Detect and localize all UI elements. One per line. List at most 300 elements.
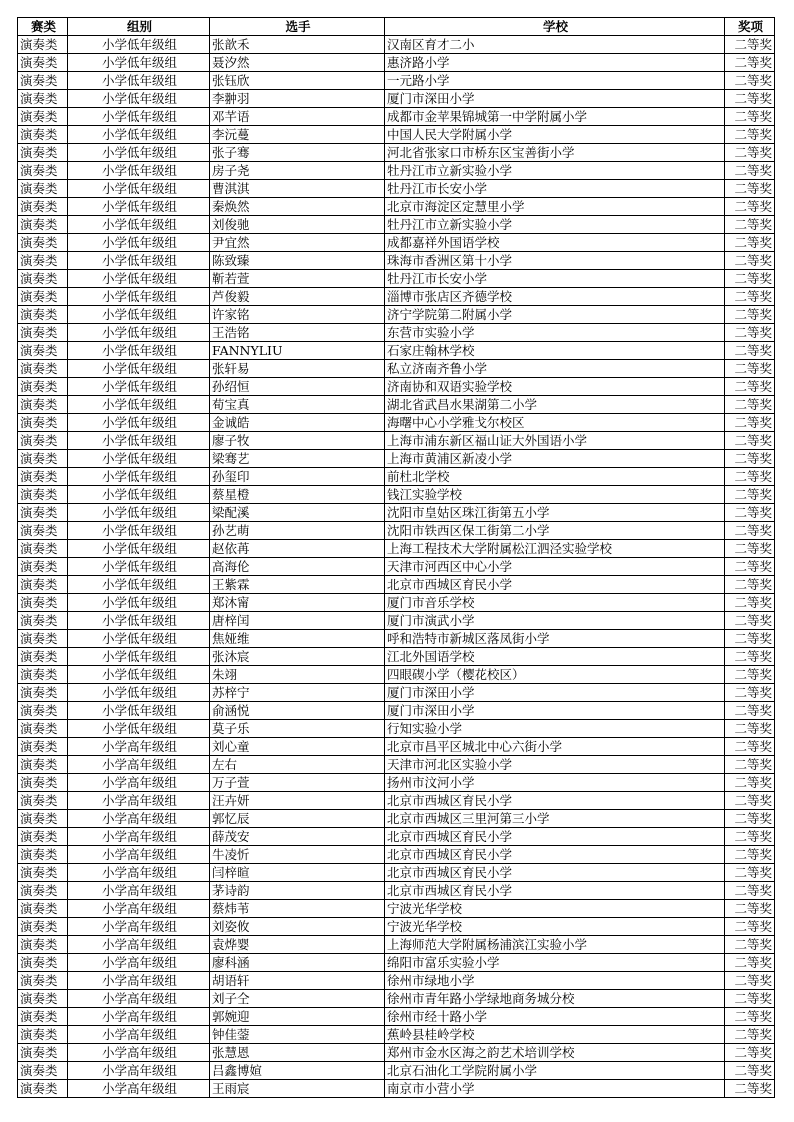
cell-school: 徐州市青年路小学绿地商务城分校 [385,990,725,1008]
table-row [18,144,775,162]
cell-school: 行知实验小学 [385,720,725,738]
cell-contestant: 茅诗韵 [210,882,385,900]
cell-award: 二等奖 [725,486,775,504]
cell-contestant: 孙玺印 [210,468,385,486]
cell-category: 演奏类 [18,72,68,90]
cell-group: 小学高年级组 [68,1062,210,1080]
cell-award: 二等奖 [725,648,775,666]
cell-award: 二等奖 [725,882,775,900]
cell-category: 演奏类 [18,882,68,900]
cell-category: 演奏类 [18,1080,68,1098]
cell-group: 小学高年级组 [68,954,210,972]
cell-contestant: 刘子仝 [210,990,385,1008]
cell-group: 小学低年级组 [68,108,210,126]
table-row [18,396,775,414]
cell-category: 演奏类 [18,1062,68,1080]
cell-group: 小学低年级组 [68,126,210,144]
header-award: 奖项 [725,18,775,36]
table-row [18,666,775,684]
cell-award: 二等奖 [725,324,775,342]
cell-group: 小学低年级组 [68,702,210,720]
cell-contestant: 王紫霖 [210,576,385,594]
table-row [18,1062,775,1080]
cell-award: 二等奖 [725,450,775,468]
table-row [18,360,775,378]
cell-school: 宁波光华学校 [385,918,725,936]
cell-award: 二等奖 [725,108,775,126]
cell-category: 演奏类 [18,306,68,324]
cell-contestant: 王雨宸 [210,1080,385,1098]
table-row [18,756,775,774]
cell-group: 小学高年级组 [68,828,210,846]
cell-group: 小学高年级组 [68,738,210,756]
cell-school: 沈阳市铁西区保工街第二小学 [385,522,725,540]
cell-award: 二等奖 [725,756,775,774]
table-row [18,342,775,360]
cell-group: 小学低年级组 [68,594,210,612]
cell-school: 上海市黄浦区新凌小学 [385,450,725,468]
cell-contestant: 曹淇淇 [210,180,385,198]
cell-school: 淄博市张店区齐德学校 [385,288,725,306]
cell-school: 徐州市经十路小学 [385,1008,725,1026]
cell-school: 厦门市深田小学 [385,702,725,720]
cell-award: 二等奖 [725,540,775,558]
cell-category: 演奏类 [18,36,68,54]
table-row [18,216,775,234]
table-row [18,936,775,954]
cell-group: 小学高年级组 [68,936,210,954]
table-row [18,504,775,522]
table-body [18,36,775,1098]
cell-contestant: 刘心童 [210,738,385,756]
cell-category: 演奏类 [18,558,68,576]
table-row [18,1080,775,1098]
cell-category: 演奏类 [18,324,68,342]
cell-category: 演奏类 [18,918,68,936]
cell-contestant: 廖子牧 [210,432,385,450]
cell-school: 济宁学院第二附属小学 [385,306,725,324]
cell-group: 小学高年级组 [68,918,210,936]
cell-school: 北京市西城区育民小学 [385,864,725,882]
cell-category: 演奏类 [18,648,68,666]
cell-school: 呼和浩特市新城区落凤街小学 [385,630,725,648]
table-row [18,486,775,504]
cell-school: 海曙中心小学雅戈尔校区 [385,414,725,432]
cell-school: 一元路小学 [385,72,725,90]
cell-category: 演奏类 [18,630,68,648]
table-row [18,450,775,468]
cell-category: 演奏类 [18,180,68,198]
cell-school: 钱江实验学校 [385,486,725,504]
table-row [18,864,775,882]
cell-category: 演奏类 [18,846,68,864]
cell-award: 二等奖 [725,252,775,270]
cell-category: 演奏类 [18,576,68,594]
cell-school: 汉南区育才二小 [385,36,725,54]
cell-group: 小学高年级组 [68,882,210,900]
cell-contestant: 靳若萱 [210,270,385,288]
cell-contestant: 孙绍恒 [210,378,385,396]
header-category: 赛类 [18,18,68,36]
cell-contestant: 王浩铭 [210,324,385,342]
cell-contestant: 汪卉妍 [210,792,385,810]
cell-group: 小学低年级组 [68,306,210,324]
table-row [18,576,775,594]
cell-contestant: 郑沐甯 [210,594,385,612]
cell-award: 二等奖 [725,378,775,396]
cell-school: 上海市浦东新区福山证大外国语小学 [385,432,725,450]
cell-school: 厦门市演武小学 [385,612,725,630]
cell-award: 二等奖 [725,738,775,756]
cell-group: 小学低年级组 [68,684,210,702]
cell-category: 演奏类 [18,702,68,720]
cell-group: 小学低年级组 [68,432,210,450]
cell-award: 二等奖 [725,666,775,684]
cell-group: 小学高年级组 [68,1044,210,1062]
table-row [18,54,775,72]
cell-contestant: 金诚皓 [210,414,385,432]
cell-group: 小学低年级组 [68,486,210,504]
cell-school: 沈阳市皇姑区珠江街第五小学 [385,504,725,522]
cell-group: 小学低年级组 [68,576,210,594]
cell-school: 北京市海淀区定慧里小学 [385,198,725,216]
cell-group: 小学高年级组 [68,864,210,882]
table-row [18,126,775,144]
cell-group: 小学高年级组 [68,792,210,810]
table-row [18,522,775,540]
cell-award: 二等奖 [725,504,775,522]
cell-group: 小学低年级组 [68,612,210,630]
cell-category: 演奏类 [18,720,68,738]
cell-category: 演奏类 [18,90,68,108]
cell-award: 二等奖 [725,918,775,936]
table-row [18,306,775,324]
cell-category: 演奏类 [18,864,68,882]
table-row [18,252,775,270]
cell-group: 小学高年级组 [68,774,210,792]
cell-group: 小学低年级组 [68,198,210,216]
cell-contestant: 左右 [210,756,385,774]
cell-school: 北京市昌平区城北中心六街小学 [385,738,725,756]
cell-school: 天津市河北区实验小学 [385,756,725,774]
cell-category: 演奏类 [18,198,68,216]
cell-category: 演奏类 [18,738,68,756]
cell-group: 小学低年级组 [68,36,210,54]
cell-category: 演奏类 [18,252,68,270]
cell-award: 二等奖 [725,90,775,108]
cell-category: 演奏类 [18,756,68,774]
cell-category: 演奏类 [18,666,68,684]
cell-contestant: 张慧恩 [210,1044,385,1062]
cell-school: 扬州市汶河小学 [385,774,725,792]
cell-contestant: 刘俊驰 [210,216,385,234]
cell-school: 郑州市金水区海之韵艺术培训学校 [385,1044,725,1062]
header-contestant: 选手 [210,18,385,36]
cell-category: 演奏类 [18,162,68,180]
cell-category: 演奏类 [18,342,68,360]
cell-award: 二等奖 [725,126,775,144]
cell-award: 二等奖 [725,1026,775,1044]
cell-contestant: 孙艺萌 [210,522,385,540]
cell-contestant: 张钰欣 [210,72,385,90]
cell-category: 演奏类 [18,828,68,846]
cell-group: 小学低年级组 [68,162,210,180]
table-row [18,270,775,288]
cell-school: 东营市实验小学 [385,324,725,342]
cell-contestant: 张轩易 [210,360,385,378]
cell-category: 演奏类 [18,954,68,972]
cell-category: 演奏类 [18,936,68,954]
cell-group: 小学低年级组 [68,396,210,414]
cell-category: 演奏类 [18,1044,68,1062]
cell-category: 演奏类 [18,684,68,702]
cell-award: 二等奖 [725,1044,775,1062]
table-row [18,720,775,738]
cell-school: 石家庄翰林学校 [385,342,725,360]
table-row [18,468,775,486]
cell-school: 北京石油化工学院附属小学 [385,1062,725,1080]
cell-school: 上海师范大学附属杨浦滨江实验小学 [385,936,725,954]
cell-group: 小学高年级组 [68,1080,210,1098]
table-row [18,90,775,108]
cell-award: 二等奖 [725,198,775,216]
cell-group: 小学高年级组 [68,810,210,828]
cell-category: 演奏类 [18,504,68,522]
cell-school: 北京市西城区育民小学 [385,576,725,594]
cell-award: 二等奖 [725,432,775,450]
cell-group: 小学低年级组 [68,414,210,432]
cell-award: 二等奖 [725,468,775,486]
cell-school: 牡丹江市立新实验小学 [385,162,725,180]
table-row [18,324,775,342]
cell-contestant: 刘姿攸 [210,918,385,936]
cell-group: 小学低年级组 [68,468,210,486]
cell-group: 小学低年级组 [68,324,210,342]
cell-award: 二等奖 [725,36,775,54]
cell-contestant: 廖科涵 [210,954,385,972]
cell-award: 二等奖 [725,522,775,540]
cell-category: 演奏类 [18,612,68,630]
cell-category: 演奏类 [18,972,68,990]
cell-award: 二等奖 [725,162,775,180]
table-row [18,648,775,666]
table-row [18,414,775,432]
cell-group: 小学低年级组 [68,648,210,666]
cell-award: 二等奖 [725,774,775,792]
cell-school: 北京市西城区育民小学 [385,882,725,900]
table-row [18,288,775,306]
cell-award: 二等奖 [725,360,775,378]
cell-contestant: 陈致臻 [210,252,385,270]
cell-contestant: 郭忆辰 [210,810,385,828]
cell-category: 演奏类 [18,360,68,378]
cell-school: 珠海市香洲区第十小学 [385,252,725,270]
cell-school: 北京市西城区三里河第三小学 [385,810,725,828]
cell-category: 演奏类 [18,396,68,414]
cell-category: 演奏类 [18,216,68,234]
cell-group: 小学低年级组 [68,144,210,162]
cell-group: 小学低年级组 [68,522,210,540]
cell-contestant: 莫子乐 [210,720,385,738]
table-row [18,882,775,900]
cell-school: 四眼碶小学（樱花校区） [385,666,725,684]
cell-contestant: 焦娅维 [210,630,385,648]
cell-group: 小学低年级组 [68,270,210,288]
table-row [18,972,775,990]
cell-school: 北京市西城区育民小学 [385,828,725,846]
table-row [18,828,775,846]
cell-award: 二等奖 [725,702,775,720]
table-row [18,162,775,180]
cell-contestant: 牛凌忻 [210,846,385,864]
cell-contestant: 吕鑫博媗 [210,1062,385,1080]
cell-group: 小学低年级组 [68,180,210,198]
cell-category: 演奏类 [18,1008,68,1026]
cell-category: 演奏类 [18,288,68,306]
cell-award: 二等奖 [725,936,775,954]
cell-group: 小学高年级组 [68,990,210,1008]
cell-contestant: 袁烨婴 [210,936,385,954]
cell-group: 小学低年级组 [68,360,210,378]
cell-contestant: 张沐宸 [210,648,385,666]
table-row [18,36,775,54]
cell-school: 厦门市音乐学校 [385,594,725,612]
cell-award: 二等奖 [725,342,775,360]
cell-school: 河北省张家口市桥东区宝善街小学 [385,144,725,162]
cell-contestant: 张子骞 [210,144,385,162]
cell-category: 演奏类 [18,1026,68,1044]
table-row [18,1008,775,1026]
table-row [18,990,775,1008]
cell-award: 二等奖 [725,954,775,972]
cell-school: 徐州市绿地小学 [385,972,725,990]
cell-category: 演奏类 [18,594,68,612]
cell-group: 小学低年级组 [68,342,210,360]
cell-category: 演奏类 [18,144,68,162]
cell-award: 二等奖 [725,414,775,432]
cell-category: 演奏类 [18,234,68,252]
table-row [18,792,775,810]
cell-category: 演奏类 [18,990,68,1008]
cell-category: 演奏类 [18,54,68,72]
cell-school: 宁波光华学校 [385,900,725,918]
cell-group: 小学高年级组 [68,1026,210,1044]
cell-award: 二等奖 [725,234,775,252]
cell-school: 绵阳市富乐实验小学 [385,954,725,972]
cell-school: 蕉岭县桂岭学校 [385,1026,725,1044]
cell-contestant: 梁骞艺 [210,450,385,468]
cell-contestant: FANNYLIU [210,342,385,360]
table-row [18,540,775,558]
cell-award: 二等奖 [725,594,775,612]
cell-award: 二等奖 [725,558,775,576]
cell-category: 演奏类 [18,126,68,144]
cell-contestant: 李翀羽 [210,90,385,108]
cell-contestant: 邓芊语 [210,108,385,126]
cell-school: 惠济路小学 [385,54,725,72]
cell-school: 私立济南齐鲁小学 [385,360,725,378]
cell-award: 二等奖 [725,846,775,864]
cell-school: 江北外国语学校 [385,648,725,666]
table-row [18,630,775,648]
cell-award: 二等奖 [725,306,775,324]
cell-group: 小学低年级组 [68,540,210,558]
cell-school: 牡丹江市长安小学 [385,180,725,198]
cell-contestant: 闫梓暄 [210,864,385,882]
cell-school: 湖北省武昌水果湖第二小学 [385,396,725,414]
table-row [18,846,775,864]
cell-award: 二等奖 [725,216,775,234]
cell-award: 二等奖 [725,810,775,828]
cell-award: 二等奖 [725,180,775,198]
cell-school: 厦门市深田小学 [385,684,725,702]
cell-group: 小学低年级组 [68,234,210,252]
cell-award: 二等奖 [725,900,775,918]
cell-award: 二等奖 [725,576,775,594]
header-group: 组别 [68,18,210,36]
cell-contestant: 钟佳蓥 [210,1026,385,1044]
cell-school: 济南协和双语实验学校 [385,378,725,396]
cell-group: 小学低年级组 [68,54,210,72]
cell-category: 演奏类 [18,540,68,558]
cell-contestant: 万子萱 [210,774,385,792]
cell-group: 小学低年级组 [68,630,210,648]
table-row [18,558,775,576]
cell-award: 二等奖 [725,972,775,990]
table-row [18,918,775,936]
cell-contestant: 许家铭 [210,306,385,324]
cell-contestant: 郭婉迎 [210,1008,385,1026]
cell-contestant: 蔡星橙 [210,486,385,504]
cell-award: 二等奖 [725,792,775,810]
table-row [18,702,775,720]
cell-category: 演奏类 [18,270,68,288]
cell-contestant: 秦焕然 [210,198,385,216]
cell-category: 演奏类 [18,450,68,468]
cell-group: 小学低年级组 [68,72,210,90]
header-school: 学校 [385,18,725,36]
table-row [18,1026,775,1044]
table-row [18,198,775,216]
cell-award: 二等奖 [725,396,775,414]
cell-school: 南京市小营小学 [385,1080,725,1098]
cell-school: 上海工程技术大学附属松江泗泾实验学校 [385,540,725,558]
cell-contestant: 梁配溪 [210,504,385,522]
cell-category: 演奏类 [18,108,68,126]
cell-contestant: 房子尧 [210,162,385,180]
cell-school: 厦门市深田小学 [385,90,725,108]
header-row [18,18,775,36]
cell-category: 演奏类 [18,774,68,792]
cell-award: 二等奖 [725,1008,775,1026]
cell-school: 北京市西城区育民小学 [385,792,725,810]
cell-group: 小学低年级组 [68,558,210,576]
cell-award: 二等奖 [725,72,775,90]
cell-category: 演奏类 [18,468,68,486]
cell-group: 小学低年级组 [68,720,210,738]
cell-award: 二等奖 [725,720,775,738]
cell-category: 演奏类 [18,378,68,396]
cell-school: 牡丹江市长安小学 [385,270,725,288]
table-row [18,684,775,702]
cell-group: 小学高年级组 [68,846,210,864]
cell-contestant: 唐梓闰 [210,612,385,630]
cell-award: 二等奖 [725,612,775,630]
cell-award: 二等奖 [725,54,775,72]
cell-group: 小学低年级组 [68,252,210,270]
cell-contestant: 聂汐然 [210,54,385,72]
cell-category: 演奏类 [18,486,68,504]
